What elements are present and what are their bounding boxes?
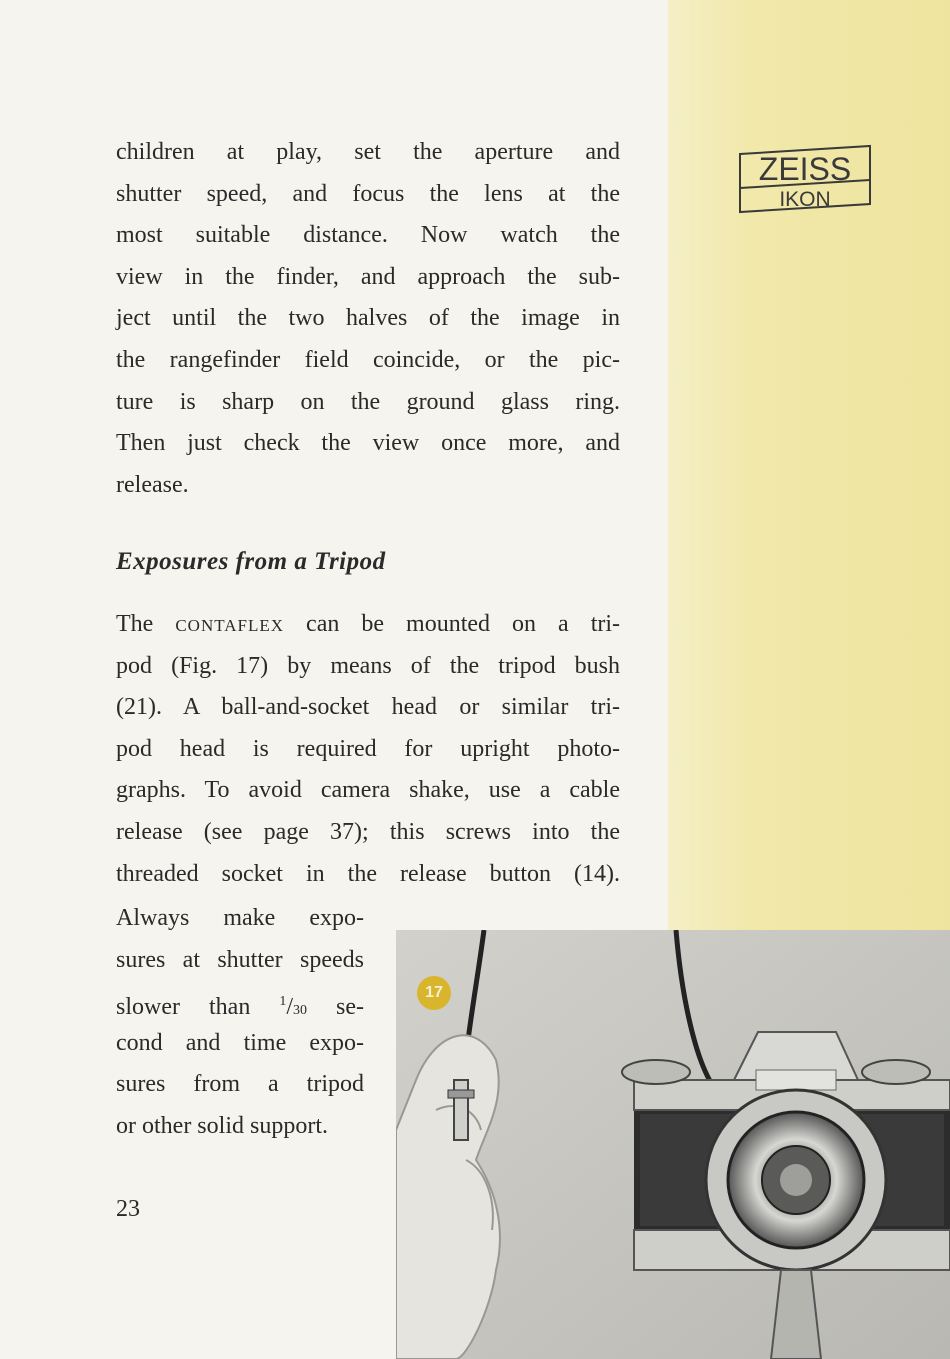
fraction-numerator: 1 [279, 994, 287, 1010]
text-line: children at play, set the aperture and [116, 139, 620, 165]
fraction: $^1$/30 [279, 994, 308, 1021]
logo-top-text: ZEISS [758, 151, 852, 187]
section-heading: Exposures from a Tripod [116, 548, 386, 575]
text-line: most suitable distance. Now watch the [116, 222, 620, 249]
text-fragment: slower than [116, 994, 251, 1021]
text-line: ject until the two halves of the image in [116, 305, 620, 332]
text-line: release (see page 37); this screws into the [116, 818, 620, 845]
text-line: cond and time expo- [116, 1029, 364, 1056]
paragraph-1 [116, 132, 620, 506]
text-line: shutter speed, and focus the lens at the [116, 180, 620, 207]
camera-tripod-photo [396, 930, 950, 1359]
text-line: sures at shutter speeds [116, 946, 364, 973]
text-line: pod head is required for upright photo- [116, 735, 620, 762]
text-line: ture is sharp on the ground glass ring. [116, 388, 620, 415]
text-line: release. [116, 471, 189, 498]
fraction-denominator: 30 [293, 1003, 308, 1019]
text-line: Always make expo- [116, 905, 364, 931]
text-line: sures from a tripod [116, 1071, 364, 1098]
paragraph-2 [116, 604, 620, 895]
yellow-margin-band [668, 0, 950, 930]
page-number: 23 [116, 1196, 140, 1222]
text-line: or other solid support. [116, 1112, 328, 1139]
text-line: Then just check the view once more, and [116, 430, 620, 457]
text-line [116, 604, 620, 646]
text-fragment: The [116, 611, 154, 637]
text-line: threaded socket in the release button (14). [116, 860, 620, 887]
text-line: pod (Fig. 17) by means of the tripod bush [116, 652, 620, 679]
text-line: (21). A ball-and-socket head or similar tri- [116, 694, 620, 721]
text-fragment: se- [336, 994, 365, 1021]
text-line: graphs. To avoid camera shake, use a cable [116, 777, 620, 804]
text-line: view in the finder, and approach the sub- [116, 263, 620, 290]
brand-name: contaflex [175, 611, 285, 637]
logo-bottom-text: IKON [779, 188, 831, 211]
paragraph-3 [116, 898, 364, 1148]
text-fragment: can be mounted on a tri- [306, 611, 621, 637]
zeiss-ikon-logo [734, 142, 876, 220]
text-line: the rangefinder field coincide, or the pic- [116, 346, 620, 373]
text-line [116, 981, 364, 1023]
figure-number-badge: 17 [417, 976, 451, 1010]
